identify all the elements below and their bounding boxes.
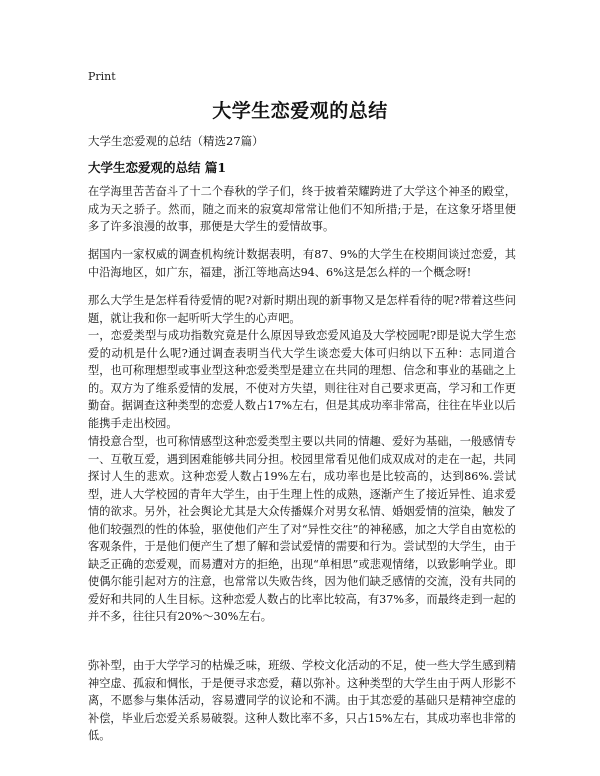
document-title: 大学生恋爱观的总结 (212, 100, 388, 122)
paragraph: 在学海里苦苦奋斗了十二个春秋的学子们，终于披着荣耀跨进了大学这个神圣的殿堂，成为天之骄子。然而，随之而来的寂寞却常常让他们不知所措;于是，在这象牙塔里便多了许多浪漫的故事，那便是大学生的爱情故事。 (88, 185, 516, 233)
paragraph: 情投意合型，也可称情感型这种恋爱类型主要以共同的情趣、爱好为基础，一般感情专一、互敬互爱，遇到困难能够共同分担。校园里常看见他们成双成对的走在一起，共同探讨人生的悲欢。这种恋爱人数占19%左右，成功率也是比较高的，达到86%.尝试型，进人大学校园的青年大学生，由于生理上性的成熟，逐渐产生了接近异性、追求爱情的欲求。另外，社会舆论尤其是大众传播媒介对男女私情、婚姻爱情的渲染，触发了他们较强烈的性的体验，驱使他们产生了对“异性交往”的神秘感，加之大学自由宽松的客观条件，于是他们便产生了想了解和尝试爱情的需要和行为。尝试型的大学生，由于缺乏正确的恋爱观，而易遭对方的拒绝，出现“单相思”或悲观情绪，以致影响学业。即使偶尔能引起对方的注意，也常常以失败告终，因为他们缺乏感情的交流，没有共同的爱好和共同的人生目标。这种恋爱人数占的比率比较高，有37%多，而最终走到一起的并不多，往往只有20%～30%左右。 (88, 435, 516, 623)
paragraph: 一，恋爱类型与成功指数究竟是什么原因导致恋爱风追及大学校园呢?即是说大学生恋爱的动机是什么呢?通过调查表明当代大学生谈恋爱大体可归纳以下五种：志同道合型，也可称理想型或事业型这种恋爱类型是建立在共同的理想、信念和事业的基础之上的。双方为了维系爱情的发展，不使对方失望，则往往对自己要求更高，学习和工作更勤奋。据调查这种类型的恋爱人数占17%左右，但是其成功率非常高，往往在毕业以后能携手走出校园。 (88, 329, 516, 430)
section-heading: 大学生恋爱观的总结 篇1 (88, 160, 227, 175)
paragraph: 那么大学生是怎样看待爱情的呢?对新时期出现的新事物又是怎样看待的呢?带着这些问题，就让我和你一起听听大学生的心声吧。 (88, 294, 516, 325)
document-subtitle: 大学生恋爱观的总结（精选27篇） (88, 134, 264, 148)
print-link[interactable]: Print (88, 70, 116, 83)
paragraph: 据国内一家权威的调查机构统计数据表明，有87、9%的大学生在校期间谈过恋爱，其中沿海地区，如广东，福建，浙江等地高达94、6%这是怎么样的一个概念呀! (88, 248, 516, 279)
paragraph: 弥补型，由于大学学习的枯燥乏味，班级、学校文化活动的不足，使一些大学生感到精神空虚、孤寂和惆怅，于是便寻求恋爱，藉以弥补。这种类型的大学生由于两人形影不离，不愿参与集体活动，容易遭同学的议论和不满。由于其恋爱的基础只是精神空虚的补偿，毕业后恋爱关系易破裂。这种人数比率不多，只占15%左右，其成功率也非常的低。 (88, 659, 516, 742)
